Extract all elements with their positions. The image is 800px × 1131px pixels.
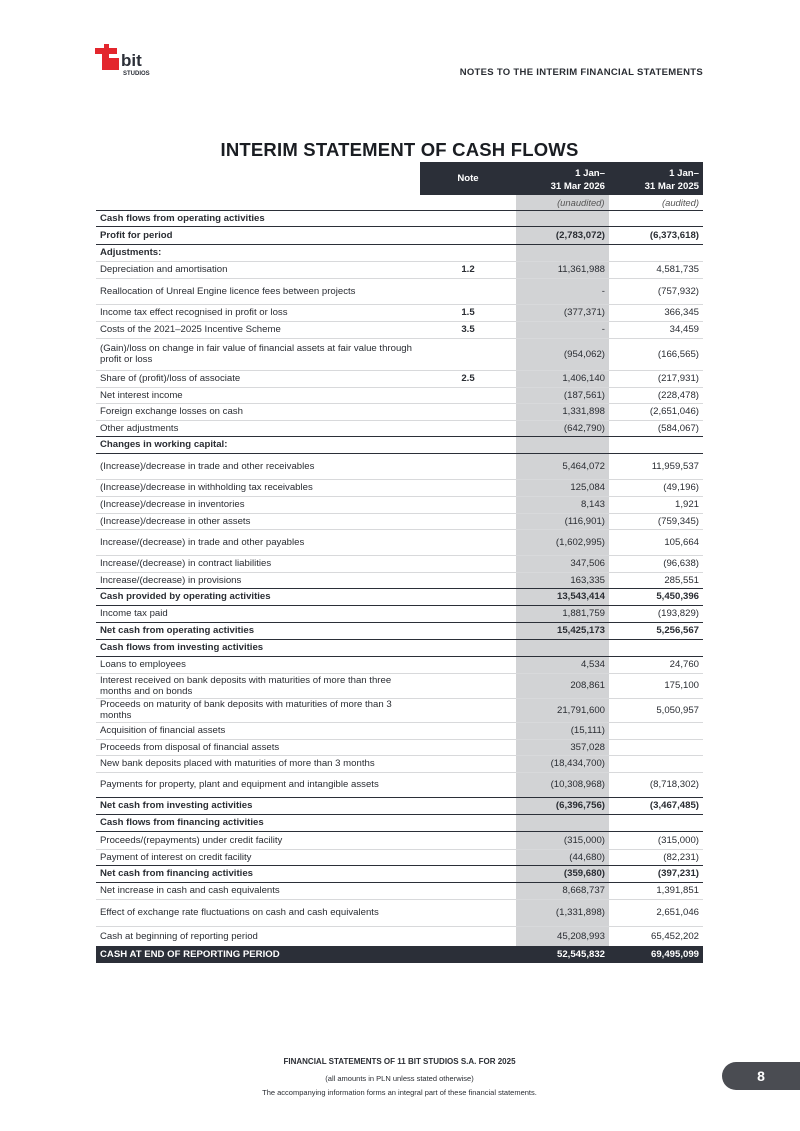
row-label: Income tax effect recognised in profit or loss [96,304,420,321]
row-value-prior [609,244,703,261]
row-value-prior [609,210,703,226]
row-note [420,849,516,865]
table-row [96,338,703,370]
row-note [420,755,516,772]
row-value-current: - [516,278,609,304]
row-label: Cash flows from financing activities [96,814,420,831]
row-note [420,639,516,656]
row-label: Cash flows from investing activities [96,639,420,656]
row-value-current [516,244,609,261]
row-label: Effect of exchange rate fluctuations on cash and cash equivalents [96,899,420,926]
row-value-current: 21,791,600 [516,698,609,722]
row-label: Interest received on bank deposits with maturities of more than three months and on bonds [96,673,420,698]
row-value-current: 347,506 [516,555,609,572]
row-label: CASH AT END OF REPORTING PERIOD [96,946,420,963]
row-label: Depreciation and amortisation [96,261,420,278]
row-note [420,698,516,722]
row-value-current: - [516,321,609,338]
row-note [420,926,516,946]
row-note [420,453,516,479]
row-label: Payment of interest on credit facility [96,849,420,865]
row-value-current: 45,208,993 [516,926,609,946]
svg-text:STUDIOS: STUDIOS [123,71,150,77]
table-row [96,772,703,797]
row-value-current: 1,406,140 [516,370,609,387]
row-value-prior: 69,495,099 [609,946,703,963]
row-label: Payments for property, plant and equipment and intangible assets [96,772,420,797]
table-row [96,698,703,722]
row-value-prior: (8,718,302) [609,772,703,797]
row-value-current: 5,464,072 [516,453,609,479]
row-label: Net cash from investing activities [96,797,420,814]
row-value-current: 1,881,759 [516,605,609,622]
row-value-prior: 175,100 [609,673,703,698]
column-header-current: 1 Jan– 31 Mar 2026 [516,162,609,195]
row-note [420,420,516,436]
row-label: Cash at beginning of reporting period [100,930,258,942]
row-value-prior: (315,000) [609,831,703,849]
table-row [96,673,703,698]
table-row [96,513,703,529]
table-row [96,420,703,436]
row-value-prior: 24,760 [609,656,703,673]
row-value-prior: (757,932) [609,278,703,304]
row-value-current: (116,901) [516,513,609,529]
row-label: Reallocation of Unreal Engine licence fees between projects [96,278,420,304]
row-note [420,739,516,755]
table-row [96,882,703,899]
row-label: Increase/(decrease) in trade and other payables [96,529,420,555]
prior-audit-status: (audited) [609,195,703,210]
row-label: Net cash from operating activities [96,622,420,639]
row-value-current: 11,361,988 [516,261,609,278]
table-row [96,436,703,453]
table-row [96,622,703,639]
row-note [420,403,516,420]
row-value-prior: (82,231) [609,849,703,865]
row-value-prior: (397,231) [609,865,703,882]
row-value-current: (187,561) [516,387,609,403]
row-value-prior [609,722,703,739]
row-note [420,831,516,849]
table-row [96,304,703,321]
row-value-prior: 4,581,735 [609,261,703,278]
table-row [96,226,703,244]
row-note [420,513,516,529]
table-row [96,722,703,739]
table-row [96,387,703,403]
row-value-current: 15,425,173 [516,622,609,639]
row-value-prior: 34,459 [609,321,703,338]
row-label: New bank deposits placed with maturities of more than 3 months [96,755,420,772]
row-label: Cash flows from operating activities [96,210,420,226]
row-note [420,244,516,261]
row-label: (Increase)/decrease in trade and other receivables [96,453,420,479]
row-value-prior: 366,345 [609,304,703,321]
row-label: Increase/(decrease) in provisions [96,572,420,588]
row-label: Acquisition of financial assets [96,722,420,739]
row-value-current: (10,308,968) [516,772,609,797]
table-row [96,899,703,926]
row-value-prior: 11,959,537 [609,453,703,479]
table-row [96,849,703,865]
table-row [96,244,703,261]
row-note [420,622,516,639]
row-note [420,555,516,572]
row-label: (Increase)/decrease in other assets [96,513,420,529]
row-value-current: 52,545,832 [516,946,609,963]
row-note [420,722,516,739]
column-header-prior: 1 Jan– 31 Mar 2025 [609,162,703,195]
row-note: 3.5 [420,321,516,338]
row-note [420,673,516,698]
row-note [420,946,516,963]
row-value-prior: (3,467,485) [609,797,703,814]
table-row [96,588,703,605]
company-logo [95,44,157,80]
table-row [96,755,703,772]
row-value-prior: 65,452,202 [650,930,699,942]
row-note [420,572,516,588]
row-label: Net increase in cash and cash equivalents [96,882,420,899]
row-note: 2.5 [420,370,516,387]
row-value-current [516,210,609,226]
table-row [96,403,703,420]
row-value-prior: 1,391,851 [609,882,703,899]
row-note [420,387,516,403]
row-label: Changes in working capital: [96,436,420,453]
row-value-prior: (193,829) [609,605,703,622]
row-value-current: (15,111) [516,722,609,739]
row-value-current: 125,084 [516,479,609,496]
row-value-current: (1,331,898) [516,899,609,926]
row-value-prior: (228,478) [609,387,703,403]
row-value-prior: 285,551 [609,572,703,588]
row-note [420,797,516,814]
row-label: Income tax paid [96,605,420,622]
table-row [96,496,703,513]
row-note [420,278,516,304]
row-value-prior [609,755,703,772]
table-row [96,946,703,963]
table-row [96,529,703,555]
row-value-prior [609,814,703,831]
row-value-current [516,639,609,656]
row-value-prior: (166,565) [609,338,703,370]
row-label: (Gain)/loss on change in fair value of financial assets at fair value through profit or loss [96,338,420,370]
row-value-current: 357,028 [516,739,609,755]
row-value-current: 8,668,737 [516,882,609,899]
row-value-prior: 5,256,567 [609,622,703,639]
row-label: Share of (profit)/loss of associate [96,370,420,387]
row-note [420,865,516,882]
row-label: Adjustments: [96,244,420,261]
row-note [420,899,516,926]
row-note: 1.5 [420,304,516,321]
table-row [96,555,703,572]
row-label: Foreign exchange losses on cash [96,403,420,420]
row-value-prior: 2,651,046 [609,899,703,926]
row-value-current: 1,331,898 [516,403,609,420]
table-row [96,605,703,622]
table-row [96,865,703,882]
table-row [96,656,703,673]
row-label: Increase/(decrease) in contract liabilities [96,555,420,572]
row-note [420,588,516,605]
row-value-current: 13,543,414 [516,588,609,605]
footer-title: FINANCIAL STATEMENTS OF 11 BIT STUDIOS S.A. FOR 2025 [283,1057,516,1066]
row-label: (Increase)/decrease in inventories [96,496,420,513]
row-value-current: (315,000) [516,831,609,849]
row-note: 1.2 [420,261,516,278]
page-number: 8 [722,1062,800,1090]
table-row [96,453,703,479]
row-value-current: (359,680) [516,865,609,882]
row-value-current: (1,602,995) [516,529,609,555]
table-row [96,831,703,849]
table-row [96,479,703,496]
row-value-prior: (2,651,046) [609,403,703,420]
row-value-current: (44,680) [516,849,609,865]
row-label: Proceeds from disposal of financial assets [96,739,420,755]
table-row [96,210,703,226]
row-value-prior: (217,931) [609,370,703,387]
row-label: Proceeds/(repayments) under credit facility [96,831,420,849]
svg-text:bit: bit [121,51,142,70]
current-audit-status: (unaudited) [516,195,609,210]
footer-currency-note: (all amounts in PLN unless stated otherwise) [325,1074,474,1083]
row-note [420,496,516,513]
row-value-prior [609,436,703,453]
row-label: (Increase)/decrease in withholding tax receivables [96,479,420,496]
row-note [420,226,516,244]
row-value-prior: (49,196) [609,479,703,496]
row-value-prior [609,739,703,755]
cash-flow-table [96,162,703,963]
row-label: Proceeds on maturity of bank deposits with maturities of more than 3 months [96,698,420,722]
table-row [96,797,703,814]
row-value-prior: (96,638) [609,555,703,572]
row-label: Costs of the 2021–2025 Incentive Scheme [96,321,420,338]
row-value-current: 208,861 [516,673,609,698]
row-label: Loans to employees [96,656,420,673]
row-value-current: 4,534 [516,656,609,673]
row-value-current: (18,434,700) [516,755,609,772]
row-label: Cash provided by operating activities [96,588,420,605]
table-row [96,814,703,831]
row-value-prior: (584,067) [609,420,703,436]
row-note [420,772,516,797]
row-note [420,338,516,370]
row-value-current: (2,783,072) [516,226,609,244]
table-row [96,639,703,656]
row-value-current: 8,143 [516,496,609,513]
row-value-current: (377,371) [516,304,609,321]
table-row [96,926,703,946]
row-note [420,814,516,831]
footer-disclaimer: The accompanying information forms an integral part of these financial statements. [262,1088,537,1097]
row-value-current: (642,790) [516,420,609,436]
row-label: Net cash from financing activities [96,865,420,882]
table-row [96,261,703,278]
row-note [420,479,516,496]
row-label: Profit for period [96,226,420,244]
row-value-current: 163,335 [516,572,609,588]
column-header-note: Note [420,162,516,195]
row-value-current [516,814,609,831]
table-row [96,572,703,588]
row-value-prior: (759,345) [609,513,703,529]
row-value-prior: 5,050,957 [609,698,703,722]
row-value-prior: 5,450,396 [609,588,703,605]
table-row [96,739,703,755]
row-note [420,529,516,555]
row-value-prior: 1,921 [609,496,703,513]
row-label: Other adjustments [96,420,420,436]
row-note [420,656,516,673]
row-value-current: (6,396,756) [516,797,609,814]
row-note [420,210,516,226]
row-value-prior [609,639,703,656]
row-value-prior: 105,664 [609,529,703,555]
row-value-prior: (6,373,618) [609,226,703,244]
row-note [420,436,516,453]
row-label: Net interest income [96,387,420,403]
row-note [420,605,516,622]
table-row [96,370,703,387]
table-row [96,278,703,304]
row-value-current [516,436,609,453]
row-note [420,882,516,899]
header-title: NOTES TO THE INTERIM FINANCIAL STATEMENTS [459,67,703,78]
page-title: INTERIM STATEMENT OF CASH FLOWS [220,139,579,160]
table-row [96,321,703,338]
row-value-current: (954,062) [516,338,609,370]
